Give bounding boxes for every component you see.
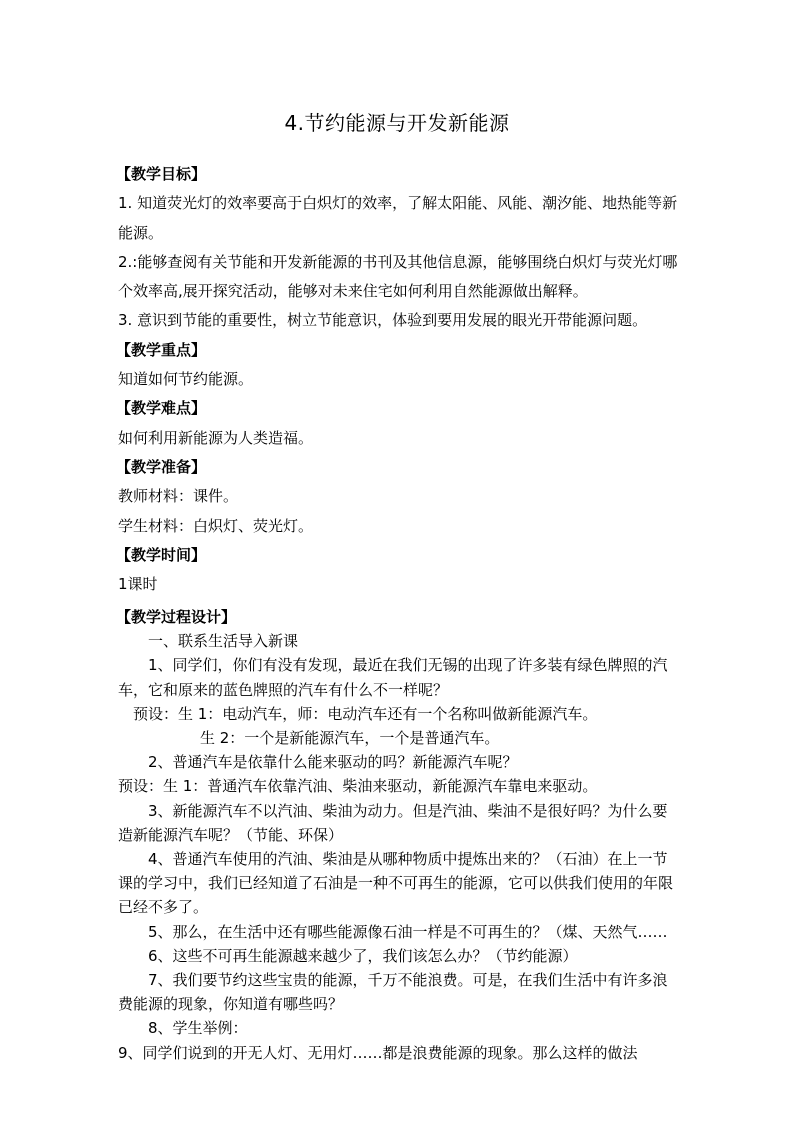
goal-item-2: 2.:能够查阅有关节能和开发新能源的书刊及其他信息源，能够围绕白炽灯与荧光灯哪个效率高,展开探究活动，能够对未来住宅如何利用自然能源做出解释。 xyxy=(118,252,678,301)
key-point-text: 知道如何节约能源。 xyxy=(118,370,254,389)
process-line: 3、新能源汽车不以汽油、柴油为动力。但是汽油、柴油不是很好吗？为什么要造新能源汽车呢？（节能、环保） xyxy=(118,801,668,844)
key-point-heading: 【教学重点】 xyxy=(116,340,207,359)
goal-item-1: 1. 知道荧光灯的效率要高于白炽灯的效率，了解太阳能、风能、潮汐能、地热能等新能源。 xyxy=(118,194,678,242)
time-heading: 【教学时间】 xyxy=(116,545,207,564)
process-line: 8、学生举例： xyxy=(148,1019,248,1038)
goal-item-3: 3. 意识到节能的重要性，树立节能意识，体验到要用发展的眼光开带能源问题。 xyxy=(118,311,648,330)
process-line: 5、那么，在生活中还有哪些能源像石油一样是不可再生的？（煤、天然气…… xyxy=(148,922,668,941)
difficulty-text: 如何利用新能源为人类造福。 xyxy=(118,428,314,447)
document-title: 4.节约能源与开发新能源 xyxy=(284,111,510,135)
process-heading: 【教学过程设计】 xyxy=(116,608,237,626)
difficulty-heading: 【教学难点】 xyxy=(116,399,207,418)
goals-heading: 【教学目标】 xyxy=(116,165,207,183)
process-line: 4、普通汽车使用的汽油、柴油是从哪种物质中提炼出来的？（石油）在上一节课的学习中，我们已经知道了石油是一种不可再生的能源，它可以供我们使用的年限已经不多了。 xyxy=(118,850,674,917)
process-line: 一、联系生活导入新课 xyxy=(148,632,299,651)
process-line: 7、我们要节约这些宝贵的能源，千万不能浪费。可是，在我们生活中有许多浪费能源的现象，你知道有哪些吗？ xyxy=(118,971,668,1014)
teacher-materials: 教师材料：课件。 xyxy=(118,487,239,506)
process-section xyxy=(118,605,678,1065)
process-line: 1、同学们，你们有没有发现，最近在我们无锡的出现了许多装有绿色牌照的汽车，它和原来的蓝色牌照的汽车有什么不一样呢？ xyxy=(118,656,668,699)
process-line: 2、普通汽车是依靠什么能来驱动的吗？新能源汽车呢？ xyxy=(148,753,518,772)
process-line: 6、这些不可再生能源越来越少了，我们该怎么办？（节约能源） xyxy=(148,946,578,965)
lesson-info-section xyxy=(118,160,678,599)
process-line: 预设：生 1：电动汽车，师：电动汽车还有一个名称叫做新能源汽车。 xyxy=(133,704,598,723)
preparation-heading: 【教学准备】 xyxy=(116,457,207,476)
student-materials: 学生材料：白炽灯、荧光灯。 xyxy=(118,516,314,535)
process-line: 9、同学们说到的开无人灯、无用灯……都是浪费能源的现象。那么这样的做法 xyxy=(118,1043,638,1062)
process-line: 生 2：一个是新能源汽车，一个是普通汽车。 xyxy=(200,729,500,748)
process-line: 预设：生 1：普通汽车依靠汽油、柴油来驱动，新能源汽车靠电来驱动。 xyxy=(118,777,598,796)
time-text: 1课时 xyxy=(118,575,158,594)
